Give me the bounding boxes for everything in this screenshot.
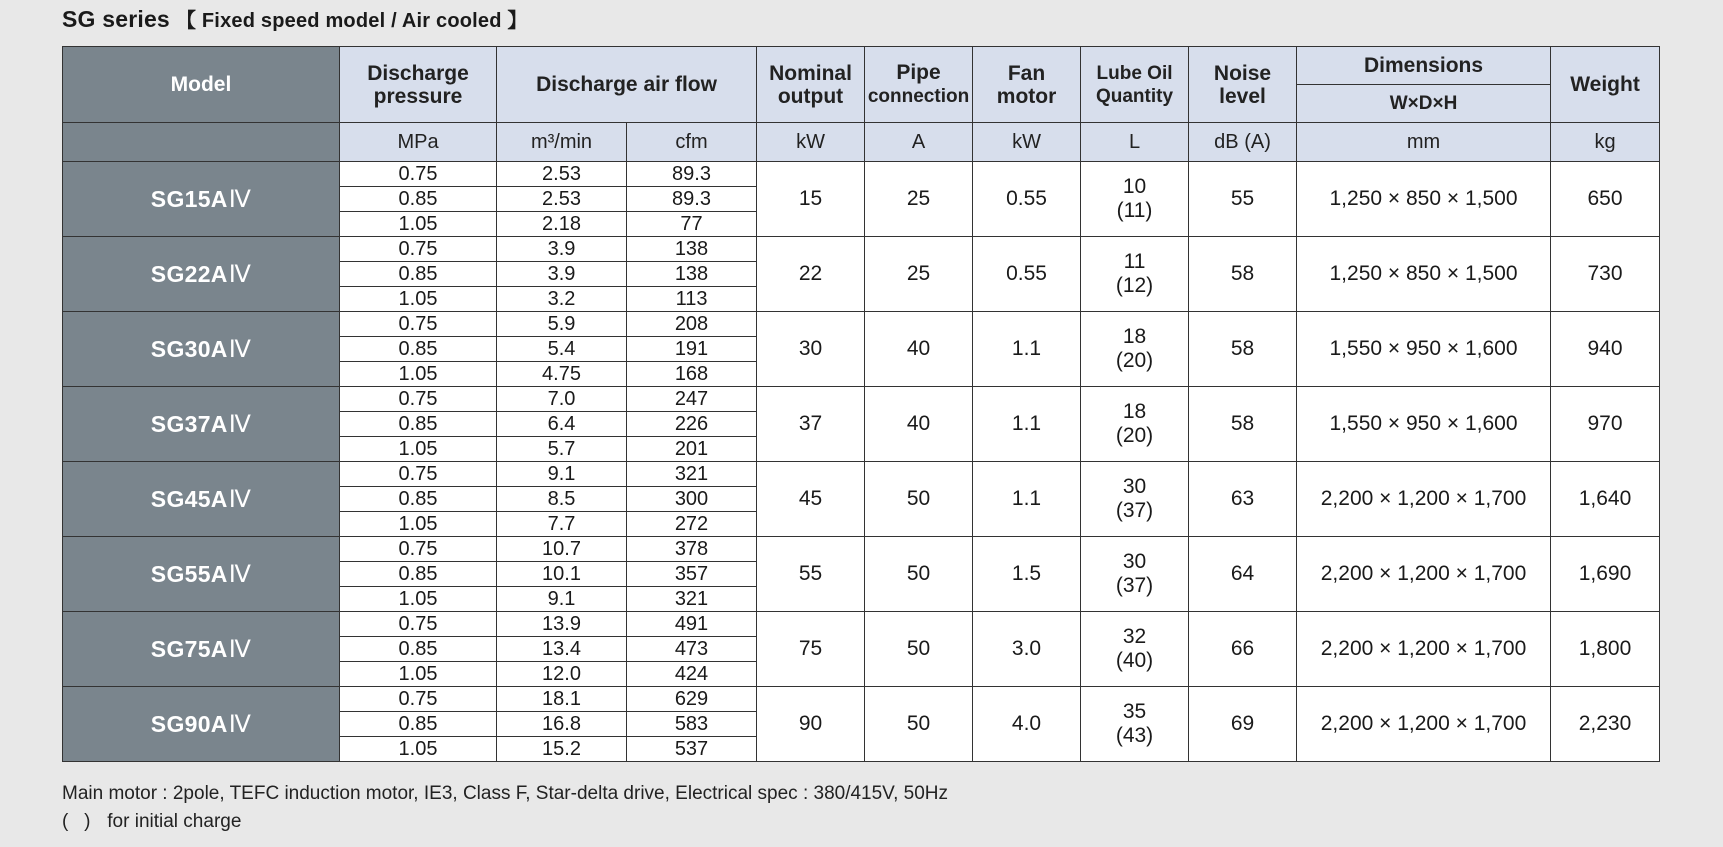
footnote-main-motor: Main motor : 2pole, TEFC induction motor, IE3, Class F, Star-delta drive, Electrical spec : 380/415V, 50Hz	[62, 783, 949, 804]
lube-initial-value: (11)	[1116, 199, 1153, 222]
footnote-initial-charge	[62, 808, 948, 836]
header-fan-motor-line1: Fan	[1007, 61, 1046, 85]
dimensions-cell: 1,250 × 850 × 1,500	[1297, 162, 1551, 237]
flow-cfm-cell: 629	[627, 687, 757, 712]
table-body	[63, 162, 1660, 762]
header-noise-line2: level	[1219, 84, 1266, 108]
pressure-cell: 1.05	[340, 437, 497, 462]
output-cell: 75	[757, 612, 865, 687]
output-cell: 45	[757, 462, 865, 537]
flow-m3-cell: 3.9	[497, 237, 627, 262]
header-fan-motor-line2: motor	[996, 84, 1057, 108]
output-cell: 37	[757, 387, 865, 462]
flow-cfm-cell: 321	[627, 587, 757, 612]
lube-cell	[1081, 312, 1189, 387]
title-sub: 【 Fixed speed model / Air cooled 】	[175, 10, 528, 32]
header-noise-level	[1189, 47, 1297, 123]
weight-cell: 940	[1551, 312, 1660, 387]
model-cell	[63, 387, 340, 462]
pipe-cell: 25	[865, 237, 973, 312]
table-row	[63, 537, 1660, 562]
model-name: SG22A	[150, 260, 228, 287]
header-discharge-pressure	[340, 47, 497, 123]
header-model-unit-blank	[63, 123, 340, 162]
fan-cell: 1.1	[973, 387, 1081, 462]
flow-m3-cell: 2.53	[497, 162, 627, 187]
flow-m3-cell: 4.75	[497, 362, 627, 387]
model-generation: Ⅳ	[228, 411, 252, 438]
noise-cell: 58	[1189, 387, 1297, 462]
pressure-cell: 0.85	[340, 712, 497, 737]
pressure-cell: 1.05	[340, 212, 497, 237]
dimensions-cell: 2,200 × 1,200 × 1,700	[1297, 612, 1551, 687]
flow-m3-cell: 7.7	[497, 512, 627, 537]
output-cell: 15	[757, 162, 865, 237]
lube-value: 30	[1122, 550, 1147, 573]
model-generation: Ⅳ	[228, 711, 252, 738]
model-cell	[63, 312, 340, 387]
lube-initial-value: (37)	[1115, 574, 1154, 597]
weight-cell: 650	[1551, 162, 1660, 237]
pressure-cell: 0.75	[340, 237, 497, 262]
flow-m3-cell: 2.18	[497, 212, 627, 237]
flow-cfm-cell: 113	[627, 287, 757, 312]
lube-cell	[1081, 462, 1189, 537]
flow-cfm-cell: 491	[627, 612, 757, 637]
flow-cfm-cell: 208	[627, 312, 757, 337]
fan-cell: 1.1	[973, 312, 1081, 387]
pipe-cell: 50	[865, 537, 973, 612]
lube-initial-value: (20)	[1115, 424, 1154, 447]
lube-cell	[1081, 537, 1189, 612]
pressure-cell: 1.05	[340, 362, 497, 387]
noise-cell: 63	[1189, 462, 1297, 537]
lube-cell	[1081, 687, 1189, 762]
model-generation: Ⅳ	[228, 636, 252, 663]
lube-initial-value: (12)	[1115, 274, 1154, 297]
table-row	[63, 687, 1660, 712]
flow-cfm-cell: 168	[627, 362, 757, 387]
lube-value: 11	[1123, 250, 1146, 273]
flow-cfm-cell: 201	[627, 437, 757, 462]
header-weight: Weight	[1551, 47, 1660, 123]
unit-lube: L	[1081, 123, 1189, 162]
dimensions-cell: 2,200 × 1,200 × 1,700	[1297, 462, 1551, 537]
model-name: SG45A	[150, 485, 228, 512]
weight-cell: 970	[1551, 387, 1660, 462]
lube-cell	[1081, 162, 1189, 237]
pressure-cell: 0.75	[340, 312, 497, 337]
model-generation: Ⅳ	[228, 186, 252, 213]
unit-flow-m3: m³/min	[497, 123, 627, 162]
header-pipe-connection	[865, 47, 973, 123]
flow-m3-cell: 2.53	[497, 187, 627, 212]
fan-cell: 1.5	[973, 537, 1081, 612]
output-cell: 30	[757, 312, 865, 387]
pressure-cell: 0.75	[340, 687, 497, 712]
flow-m3-cell: 10.7	[497, 537, 627, 562]
noise-cell: 58	[1189, 237, 1297, 312]
model-name: SG15A	[150, 185, 228, 212]
header-nominal-output-line1: Nominal	[769, 61, 852, 85]
fan-cell: 1.1	[973, 462, 1081, 537]
flow-m3-cell: 8.5	[497, 487, 627, 512]
header-discharge-pressure-line2: pressure	[373, 84, 463, 108]
flow-cfm-cell: 321	[627, 462, 757, 487]
model-cell	[63, 537, 340, 612]
header-fan-motor	[973, 47, 1081, 123]
footnote-paren-open: (	[62, 811, 69, 832]
model-cell	[63, 162, 340, 237]
pressure-cell: 0.85	[340, 637, 497, 662]
lube-value: 32	[1122, 625, 1147, 648]
weight-cell: 1,800	[1551, 612, 1660, 687]
unit-flow-cfm: cfm	[627, 123, 757, 162]
model-name: SG55A	[150, 560, 228, 587]
unit-noise: dB (A)	[1189, 123, 1297, 162]
flow-m3-cell: 18.1	[497, 687, 627, 712]
weight-cell: 2,230	[1551, 687, 1660, 762]
lube-value: 18	[1122, 325, 1147, 348]
output-cell: 90	[757, 687, 865, 762]
flow-m3-cell: 12.0	[497, 662, 627, 687]
footnotes	[62, 780, 948, 836]
table-row	[63, 162, 1660, 187]
flow-cfm-cell: 138	[627, 237, 757, 262]
weight-cell: 730	[1551, 237, 1660, 312]
flow-cfm-cell: 77	[627, 212, 757, 237]
pressure-cell: 0.85	[340, 562, 497, 587]
pipe-cell: 50	[865, 612, 973, 687]
unit-pipe: A	[865, 123, 973, 162]
flow-m3-cell: 3.9	[497, 262, 627, 287]
flow-cfm-cell: 537	[627, 737, 757, 762]
pipe-cell: 40	[865, 312, 973, 387]
model-cell	[63, 687, 340, 762]
model-generation: Ⅳ	[228, 336, 252, 363]
table-header	[63, 47, 1660, 162]
output-cell: 55	[757, 537, 865, 612]
noise-cell: 69	[1189, 687, 1297, 762]
output-cell: 22	[757, 237, 865, 312]
flow-m3-cell: 3.2	[497, 287, 627, 312]
flow-cfm-cell: 357	[627, 562, 757, 587]
pressure-cell: 0.85	[340, 487, 497, 512]
flow-m3-cell: 9.1	[497, 462, 627, 487]
header-dimensions: Dimensions	[1297, 47, 1551, 85]
unit-weight: kg	[1551, 123, 1660, 162]
pressure-cell: 1.05	[340, 287, 497, 312]
pipe-cell: 40	[865, 387, 973, 462]
lube-initial-value: (37)	[1115, 499, 1154, 522]
weight-cell: 1,690	[1551, 537, 1660, 612]
table-row	[63, 312, 1660, 337]
header-pipe-connection-line1: Pipe	[896, 61, 941, 84]
model-cell	[63, 612, 340, 687]
flow-cfm-cell: 138	[627, 262, 757, 287]
dimensions-cell: 2,200 × 1,200 × 1,700	[1297, 537, 1551, 612]
dimensions-cell: 1,250 × 850 × 1,500	[1297, 237, 1551, 312]
pressure-cell: 0.75	[340, 612, 497, 637]
model-name: SG37A	[150, 410, 228, 437]
flow-cfm-cell: 89.3	[627, 187, 757, 212]
flow-m3-cell: 6.4	[497, 412, 627, 437]
unit-output: kW	[757, 123, 865, 162]
footnote-initial-charge-text: for initial charge	[107, 811, 242, 832]
table-row	[63, 387, 1660, 412]
spec-table	[62, 46, 1660, 762]
flow-m3-cell: 5.4	[497, 337, 627, 362]
lube-initial-value: (43)	[1115, 724, 1154, 747]
fan-cell: 3.0	[973, 612, 1081, 687]
model-cell	[63, 237, 340, 312]
pressure-cell: 1.05	[340, 587, 497, 612]
lube-cell	[1081, 612, 1189, 687]
flow-m3-cell: 10.1	[497, 562, 627, 587]
header-discharge-air-flow: Discharge air flow	[497, 47, 757, 123]
header-lube-oil-line1: Lube Oil	[1096, 62, 1173, 84]
header-model: Model	[63, 47, 340, 123]
pipe-cell: 50	[865, 687, 973, 762]
flow-m3-cell: 13.9	[497, 612, 627, 637]
dimensions-cell: 1,550 × 950 × 1,600	[1297, 387, 1551, 462]
header-nominal-output	[757, 47, 865, 123]
lube-value: 30	[1122, 475, 1147, 498]
pressure-cell: 0.85	[340, 262, 497, 287]
pressure-cell: 0.85	[340, 412, 497, 437]
model-name: SG90A	[150, 710, 228, 737]
title-main: SG series	[62, 6, 170, 32]
noise-cell: 58	[1189, 312, 1297, 387]
pipe-cell: 50	[865, 462, 973, 537]
flow-cfm-cell: 191	[627, 337, 757, 362]
noise-cell: 66	[1189, 612, 1297, 687]
model-name: SG30A	[150, 335, 228, 362]
header-dimensions-sub: W×D×H	[1297, 85, 1551, 123]
flow-m3-cell: 13.4	[497, 637, 627, 662]
pressure-cell: 1.05	[340, 662, 497, 687]
noise-cell: 64	[1189, 537, 1297, 612]
weight-cell: 1,640	[1551, 462, 1660, 537]
pressure-cell: 0.85	[340, 337, 497, 362]
dimensions-cell: 1,550 × 950 × 1,600	[1297, 312, 1551, 387]
unit-dimensions: mm	[1297, 123, 1551, 162]
dimensions-cell: 2,200 × 1,200 × 1,700	[1297, 687, 1551, 762]
fan-cell: 4.0	[973, 687, 1081, 762]
flow-m3-cell: 5.7	[497, 437, 627, 462]
flow-cfm-cell: 378	[627, 537, 757, 562]
flow-m3-cell: 9.1	[497, 587, 627, 612]
lube-value: 35	[1122, 700, 1147, 723]
lube-cell	[1081, 387, 1189, 462]
header-discharge-pressure-line1: Discharge	[367, 61, 469, 85]
unit-pressure: MPa	[340, 123, 497, 162]
flow-cfm-cell: 272	[627, 512, 757, 537]
header-lube-oil-quantity	[1081, 47, 1189, 123]
flow-cfm-cell: 424	[627, 662, 757, 687]
footnote-paren	[62, 808, 102, 836]
flow-cfm-cell: 89.3	[627, 162, 757, 187]
flow-cfm-cell: 226	[627, 412, 757, 437]
model-generation: Ⅳ	[228, 561, 252, 588]
table-row	[63, 462, 1660, 487]
flow-cfm-cell: 583	[627, 712, 757, 737]
fan-cell: 0.55	[973, 237, 1081, 312]
footnote-paren-close: )	[84, 811, 91, 832]
header-lube-oil-line2: Quantity	[1095, 85, 1174, 107]
pressure-cell: 1.05	[340, 737, 497, 762]
flow-m3-cell: 16.8	[497, 712, 627, 737]
model-generation: Ⅳ	[228, 261, 252, 288]
header-pipe-connection-line2: connection	[867, 86, 970, 107]
table-row	[63, 612, 1660, 637]
model-generation: Ⅳ	[228, 486, 252, 513]
header-nominal-output-line2: output	[777, 84, 844, 108]
pressure-cell: 0.75	[340, 537, 497, 562]
pressure-cell: 0.75	[340, 462, 497, 487]
fan-cell: 0.55	[973, 162, 1081, 237]
flow-cfm-cell: 300	[627, 487, 757, 512]
flow-cfm-cell: 473	[627, 637, 757, 662]
flow-m3-cell: 7.0	[497, 387, 627, 412]
unit-fan: kW	[973, 123, 1081, 162]
table-row	[63, 237, 1660, 262]
lube-value: 10	[1122, 175, 1147, 198]
pressure-cell: 0.75	[340, 387, 497, 412]
model-cell	[63, 462, 340, 537]
flow-cfm-cell: 247	[627, 387, 757, 412]
pressure-cell: 0.75	[340, 162, 497, 187]
pressure-cell: 0.85	[340, 187, 497, 212]
flow-m3-cell: 15.2	[497, 737, 627, 762]
lube-cell	[1081, 237, 1189, 312]
lube-value: 18	[1122, 400, 1147, 423]
lube-initial-value: (20)	[1115, 349, 1154, 372]
page-title	[62, 4, 528, 33]
header-noise-line1: Noise	[1213, 61, 1272, 85]
noise-cell: 55	[1189, 162, 1297, 237]
lube-initial-value: (40)	[1115, 649, 1154, 672]
model-name: SG75A	[150, 635, 228, 662]
pressure-cell: 1.05	[340, 512, 497, 537]
flow-m3-cell: 5.9	[497, 312, 627, 337]
pipe-cell: 25	[865, 162, 973, 237]
